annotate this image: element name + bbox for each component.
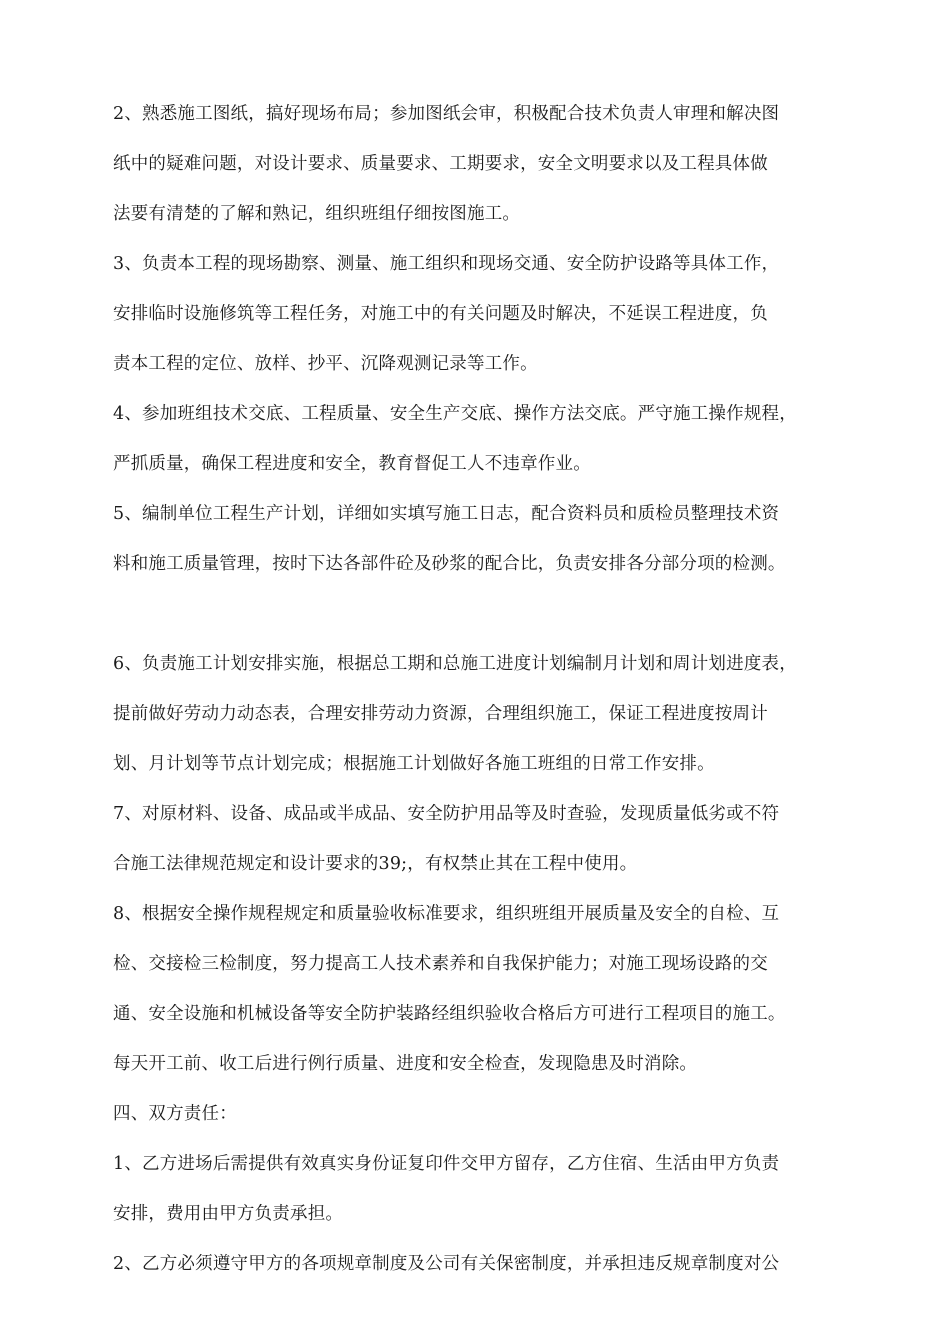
text-line: 合施工法律规范规定和设计要求的39;，有权禁止其在工程中使用。 <box>113 854 638 874</box>
text-line: 料和施工质量管理，按时下达各部件砼及砂浆的配合比，负责安排各分部分项的检测。 <box>113 554 786 574</box>
text-line: 3、负责本工程的现场勘察、测量、施工组织和现场交通、安全防护设路等具体工作， <box>113 254 780 274</box>
text-line: 每天开工前、收工后进行例行质量、进度和安全检查，发现隐患及时消除。 <box>113 1054 698 1074</box>
text-line: 责本工程的定位、放样、抄平、沉降观测记录等工作。 <box>113 354 538 374</box>
text-line: 2、熟悉施工图纸，搞好现场布局；参加图纸会审，积极配合技术负责人审理和解决图 <box>113 104 780 124</box>
text-line: 安排，费用由甲方负责承担。 <box>113 1204 344 1224</box>
text-line: 严抓质量，确保工程进度和安全，教育督促工人不违章作业。 <box>113 454 591 474</box>
text-line: 5、编制单位工程生产计划，详细如实填写施工日志，配合资料员和质检员整理技术资 <box>113 504 780 524</box>
text-line: 划、月计划等节点计划完成；根据施工计划做好各施工班组的日常工作安排。 <box>113 754 715 774</box>
text-line: 提前做好劳动力动态表，合理安排劳动力资源，合理组织施工，保证工程进度按周计 <box>113 704 768 724</box>
text-line: 纸中的疑难问题，对设计要求、质量要求、工期要求，安全文明要求以及工程具体做 <box>113 154 768 174</box>
text-line: 安排临时设施修筑等工程任务，对施工中的有关问题及时解决，不延误工程进度，负 <box>113 304 768 324</box>
text-line: 4、参加班组技术交底、工程质量、安全生产交底、操作方法交底。严守施工操作规程， <box>113 404 797 424</box>
text-line: 7、对原材料、设备、成品或半成品、安全防护用品等及时查验，发现质量低劣或不符 <box>113 804 780 824</box>
text-line: 6、负责施工计划安排实施，根据总工期和总施工进度计划编制月计划和周计划进度表， <box>113 654 797 674</box>
text-line: 法要有清楚的了解和熟记，组织班组仔细按图施工。 <box>113 204 521 224</box>
section-heading: 四、双方责任： <box>113 1104 237 1124</box>
text-line: 2、乙方必须遵守甲方的各项规章制度及公司有关保密制度，并承担违反规章制度对公 <box>113 1254 780 1274</box>
text-line: 通、安全设施和机械设备等安全防护装路经组织验收合格后方可进行工程项目的施工。 <box>113 1004 786 1024</box>
text-line: 1、乙方进场后需提供有效真实身份证复印件交甲方留存，乙方住宿、生活由甲方负责 <box>113 1154 780 1174</box>
text-line: 检、交接检三检制度，努力提高工人技术素养和自我保护能力；对施工现场设路的交 <box>113 954 768 974</box>
text-line: 8、根据安全操作规程规定和质量验收标准要求，组织班组开展质量及安全的自检、互 <box>113 904 780 924</box>
